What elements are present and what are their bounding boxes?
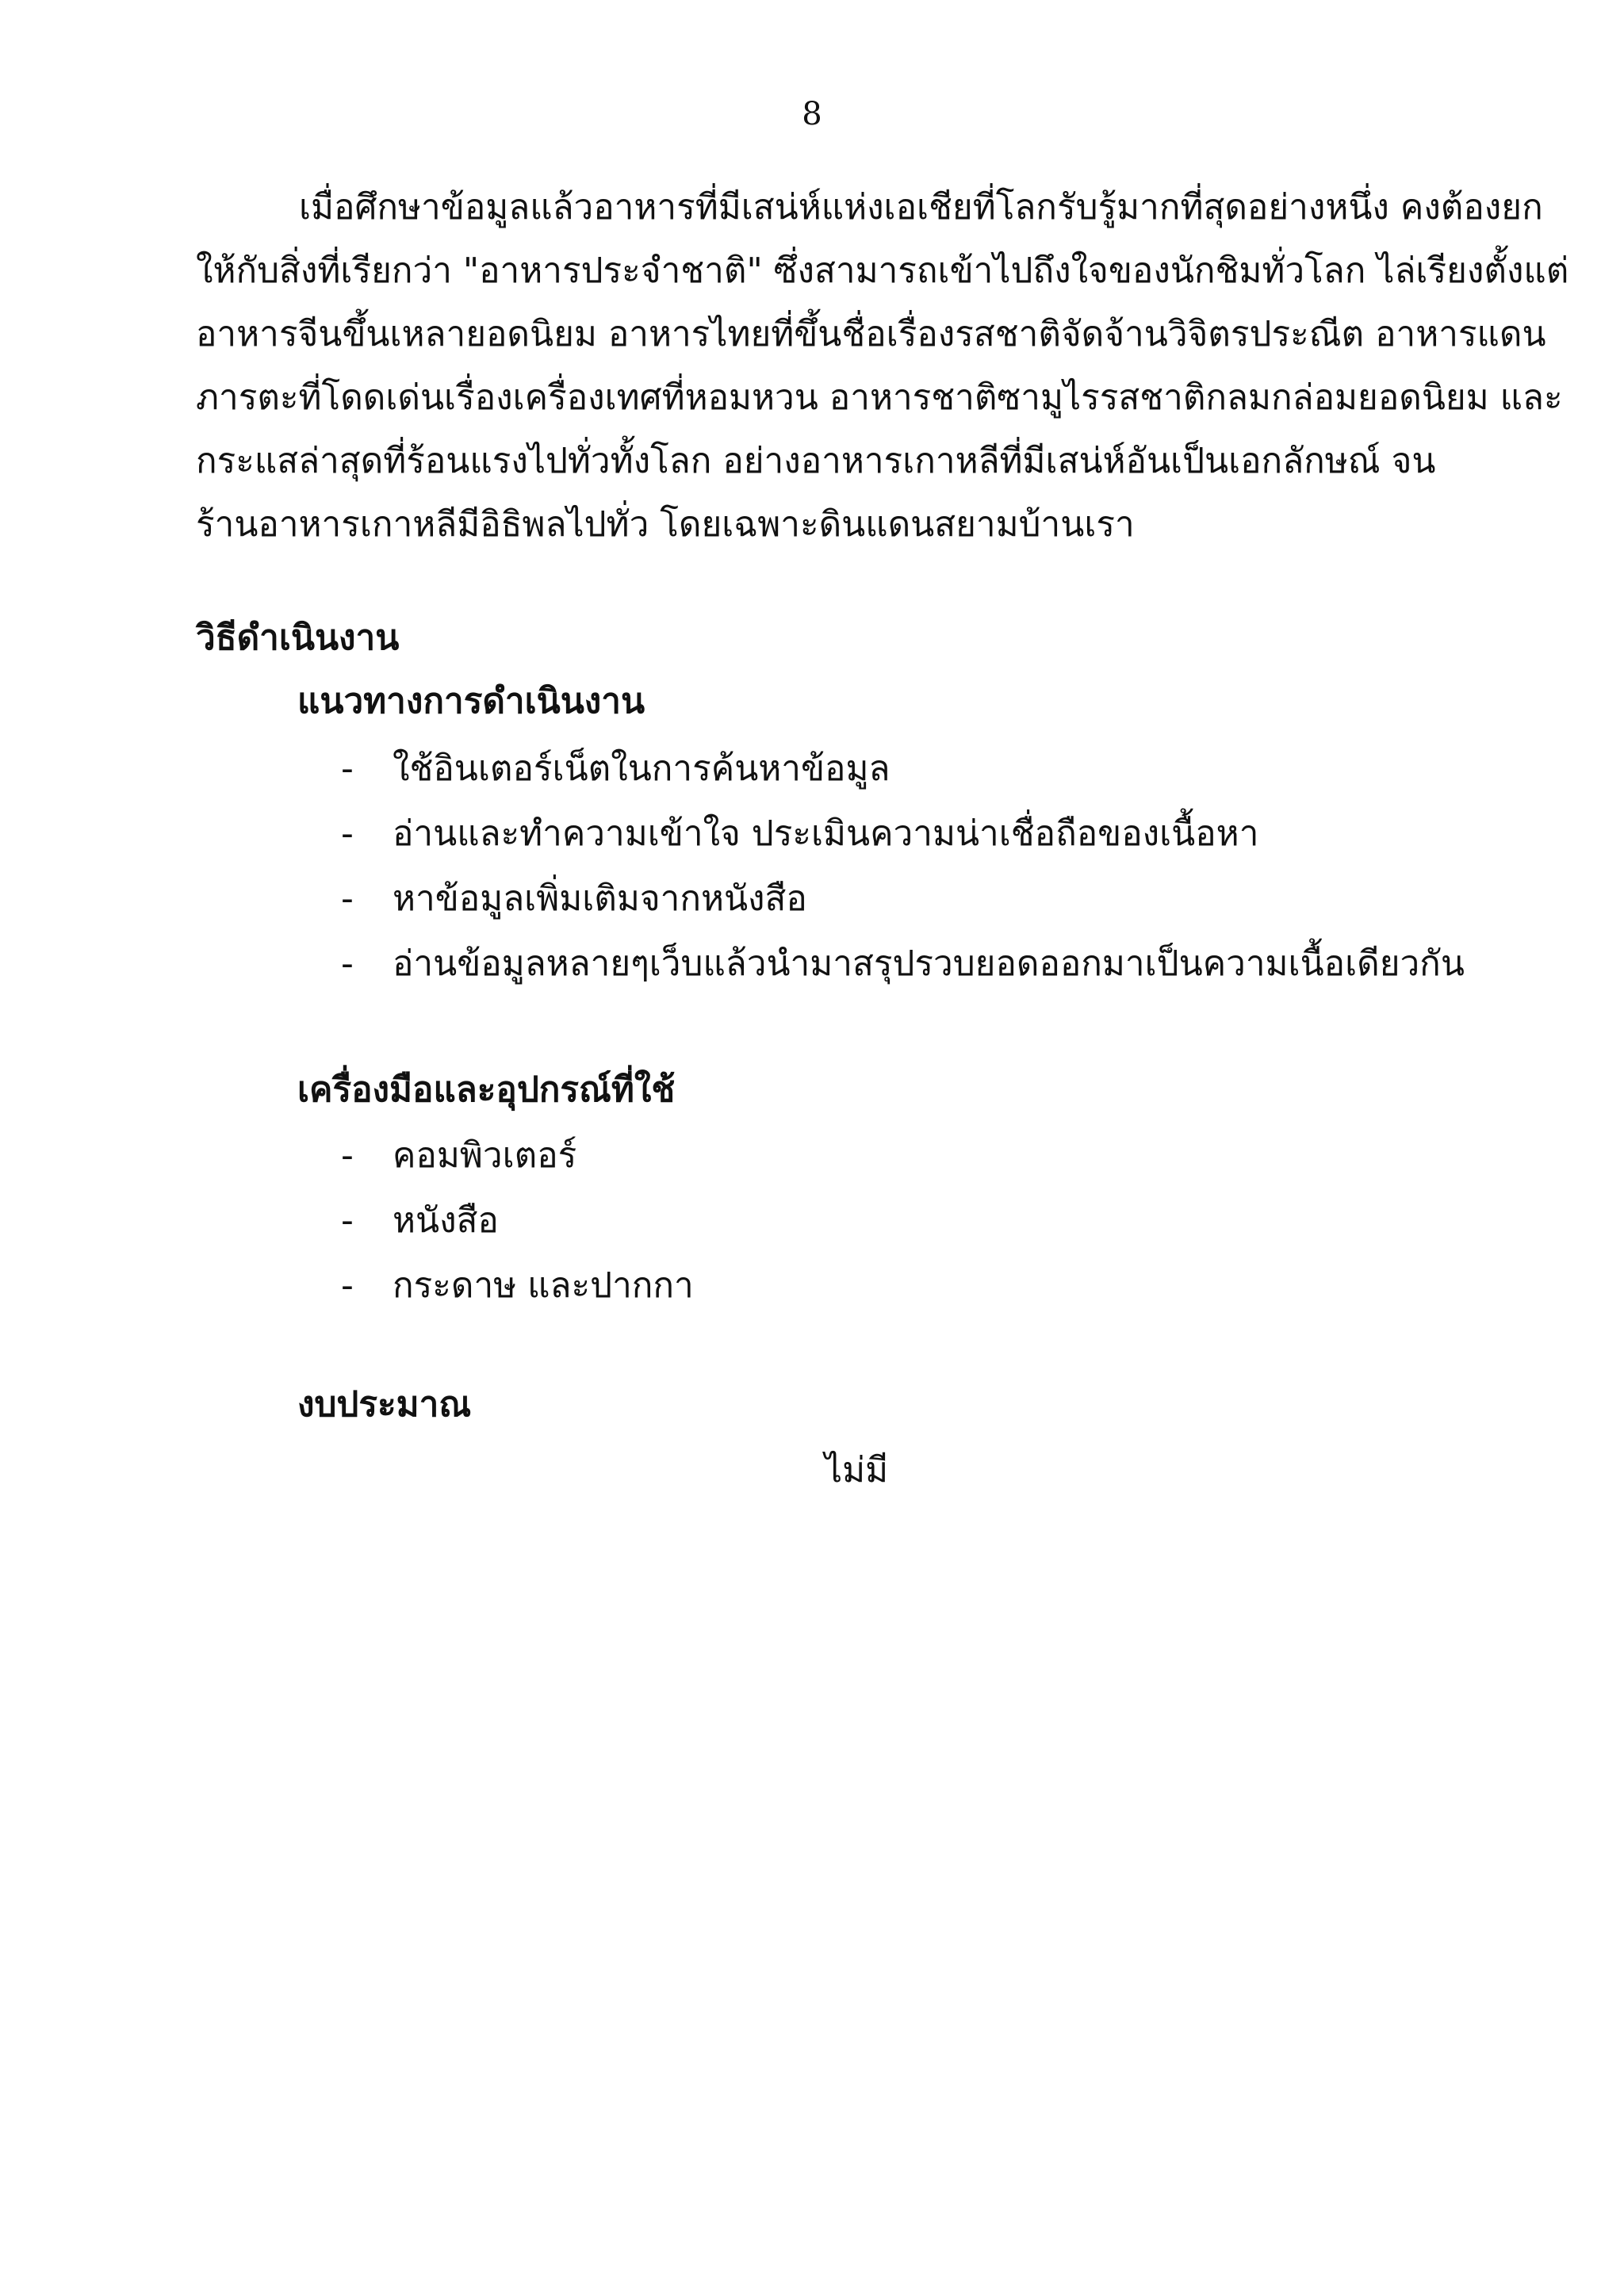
list-item [341, 875, 1465, 940]
list-marker: - [341, 1265, 354, 1306]
intro-line: ภารตะที่โดดเด่นเรื่องเครื่องเทศที่หอมหวน อาหารชาติซามูไรรสชาติกลมกล่อมยอดนิยม และ [196, 377, 1563, 418]
budget-value: ไม่มี [825, 1450, 889, 1490]
list-item [341, 810, 1465, 875]
approach-list [341, 745, 1465, 1005]
page-number: 8 [802, 96, 822, 132]
list-marker: - [341, 1135, 354, 1176]
list-item-text: กระดาษ และปากกา [393, 1265, 694, 1306]
list-marker: - [341, 943, 354, 984]
list-item-text: คอมพิวเตอร์ [393, 1135, 577, 1176]
intro-line: อาหารจีนขึ้นเหลายอดนิยม อาหารไทยที่ขึ้นชื่อเรื่องรสชาติจัดจ้านวิจิตรประณีต อาหารแดน [196, 314, 1546, 354]
list-item [341, 1197, 694, 1262]
list-item-text: อ่านและทำความเข้าใจ ประเมินความน่าเชื่อถือของเนื้อหา [393, 813, 1259, 854]
intro-paragraph [196, 176, 1569, 557]
intro-line: กระแสล่าสุดที่ร้อนแรงไปทั่วทั้งโลก อย่างอาหารเกาหลีที่มีเสน่ห์อันเป็นเอกลักษณ์ จน [196, 441, 1436, 481]
intro-line: ร้านอาหารเกาหลีมีอิธิพลไปทั่ว โดยเฉพาะดินแดนสยามบ้านเรา [196, 504, 1135, 545]
approach-heading: แนวทางการดำเนินงาน [297, 681, 645, 721]
list-item-text: ใช้อินเตอร์เน็ตในการค้นหาข้อมูล [393, 748, 891, 789]
list-item [341, 1132, 694, 1197]
list-marker: - [341, 878, 354, 919]
budget-heading: งบประมาณ [297, 1384, 472, 1425]
method-heading: วิธีดำเนินงาน [196, 618, 400, 658]
list-item-text: หาข้อมูลเพิ่มเติมจากหนังสือ [393, 878, 807, 919]
list-item [341, 940, 1465, 1005]
tools-heading: เครื่องมือและอุปกรณ์ที่ใช้ [297, 1070, 676, 1110]
list-item [341, 745, 1465, 810]
list-item-text: หนังสือ [393, 1200, 499, 1241]
tools-list [341, 1132, 694, 1327]
list-marker: - [341, 748, 354, 789]
list-marker: - [341, 1200, 354, 1241]
list-item-text: อ่านข้อมูลหลายๆเว็บแล้วนำมาสรุปรวบยอดออกมาเป็นความเนื้อเดียวกัน [393, 943, 1465, 984]
intro-line: ให้กับสิ่งที่เรียกว่า "อาหารประจำชาติ" ซึ่งสามารถเข้าไปถึงใจของนักชิมทั่วโลก ไล่เรียงตั้งแต่ [196, 251, 1569, 291]
intro-line: เมื่อศึกษาข้อมูลแล้วอาหารที่มีเสน่ห์แห่งเอเชียที่โลกรับรู้มากที่สุดอย่างหนึ่ง คงต้องยก [299, 187, 1543, 228]
list-marker: - [341, 813, 354, 854]
list-item [341, 1262, 694, 1327]
